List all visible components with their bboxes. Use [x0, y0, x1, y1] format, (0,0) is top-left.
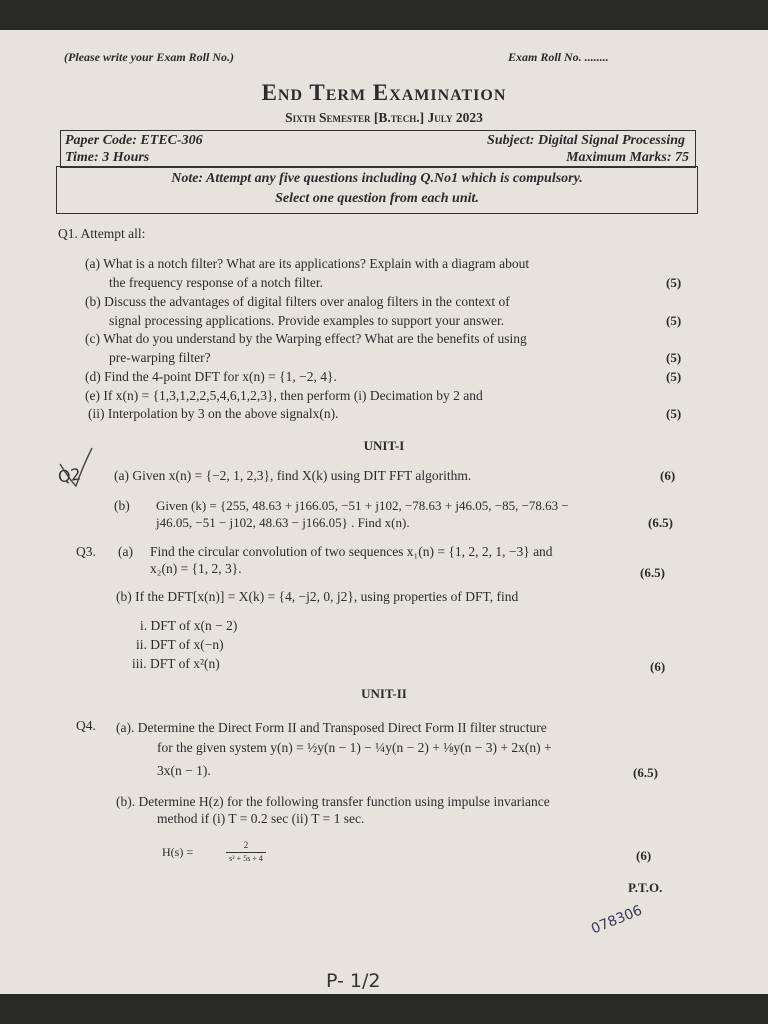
q1a-marks: (5) — [666, 275, 682, 290]
paper-code: Paper Code: ETEC-306 — [65, 133, 203, 148]
q3b-i: i. DFT of x(n − 2) — [140, 618, 238, 633]
unit-1-heading: UNIT-I — [363, 438, 405, 453]
q4b-hs-denominator: s² + 5s + 4 — [229, 854, 263, 863]
q2a-text: (a) Given x(n) = {−2, 1, 2,3}, find X(k) using DIT FFT algorithm. — [114, 468, 472, 483]
q1b-line1: (b) Discuss the advantages of digital filters over analog filters in the context of — [85, 294, 510, 309]
roll-note: (Please write your Exam Roll No.) — [64, 50, 234, 64]
q1d-line1: (d) Find the 4-point DFT for x(n) = {1, −2, 4}. — [85, 369, 337, 384]
exam-roll-label: Exam Roll No. ........ — [508, 50, 609, 64]
q1e-marks: (5) — [666, 406, 682, 421]
handwritten-tick-mark — [56, 444, 96, 488]
note-box — [56, 166, 698, 214]
time: Time: 3 Hours — [65, 150, 150, 165]
q2b-line2: j46.05, −51 − j102, 48.63 − j166.05} . Find x(n). — [156, 515, 410, 530]
handwritten-stamp-number: 078306 — [588, 902, 645, 938]
q3a-line2: x₂(n) = {1, 2, 3}. — [150, 561, 242, 576]
q3a-label: (a) — [118, 544, 133, 559]
q1e-line2: (ii) Interpolation by 3 on the above signalx(n). — [88, 406, 339, 421]
q4b-line2: method if (i) T = 0.2 sec (ii) T = 1 sec. — [157, 811, 365, 826]
pto-label: P.T.O. — [628, 880, 663, 895]
subject: Subject: Digital Signal Processing — [487, 133, 685, 148]
q2-label: Q2 — [56, 464, 82, 487]
exam-title: End Term Examination — [261, 80, 507, 105]
q2a-marks: (6) — [660, 468, 676, 483]
q1d-marks: (5) — [666, 369, 682, 384]
q3a-marks: (6.5) — [640, 565, 665, 580]
q2b-line1: Given (k) = {255, 48.63 + j166.05, −51 + j102, −78.63 + j46.05, −85, −78.63 − — [156, 498, 569, 513]
note-line-1: Note: Attempt any five questions including Q.No1 which is compulsory. — [171, 171, 583, 186]
q4-label: Q4. — [76, 718, 96, 733]
paper-info-box — [60, 130, 696, 168]
q1-heading: Q1. Attempt all: — [58, 226, 146, 241]
exam-paper — [0, 30, 768, 994]
semester-line: Sixth Semester [B.tech.] July 2023 — [285, 110, 483, 125]
q1a-line2: the frequency response of a notch filter. — [109, 275, 324, 290]
q3b-marks: (6) — [650, 659, 666, 674]
q4b-hs-fraction-bar — [226, 852, 266, 853]
q3a-line1: Find the circular convolution of two sequences x₁(n) = {1, 2, 2, 1, −3} and — [150, 544, 553, 559]
q3b-text: (b) If the DFT[x(n)] = X(k) = {4, −j2, 0, j2}, using properties of DFT, find — [116, 589, 519, 604]
q4b-hs-numerator: 2 — [243, 840, 249, 850]
q4b-marks: (6) — [636, 848, 652, 863]
max-marks: Maximum Marks: 75 — [566, 150, 689, 165]
q3b-ii: ii. DFT of x(−n) — [136, 637, 224, 652]
q2b-marks: (6.5) — [648, 515, 673, 530]
q3-label: Q3. — [76, 544, 96, 559]
q1e-line1: (e) If x(n) = {1,3,1,2,2,5,4,6,1,2,3}, then perform (i) Decimation by 2 and — [85, 388, 483, 403]
q1c-line2: pre-warping filter? — [109, 350, 211, 365]
q4a-marks: (6.5) — [633, 765, 658, 780]
q4a-line2: for the given system y(n) = ½y(n − 1) − ¼y(n − 2) + ⅛y(n − 3) + 2x(n) + — [157, 740, 552, 755]
q4b-hs-lhs: H(s) = — [162, 845, 194, 859]
q4a-line3: 3x(n − 1). — [157, 763, 211, 778]
q2b-label: (b) — [114, 498, 130, 513]
page-number-handwritten: P- 1/2 — [326, 970, 381, 992]
q1b-line2: signal processing applications. Provide examples to support your answer. — [109, 313, 505, 328]
q1c-line1: (c) What do you understand by the Warping effect? What are the benefits of using — [85, 331, 527, 346]
unit-2-heading: UNIT-II — [361, 686, 407, 701]
note-line-2: Select one question from each unit. — [275, 191, 479, 206]
q1c-marks: (5) — [666, 350, 682, 365]
q1b-marks: (5) — [666, 313, 682, 328]
q1a-line1: (a) What is a notch filter? What are its applications? Explain with a diagram about — [85, 256, 530, 271]
q4a-line1: (a). Determine the Direct Form II and Transposed Direct Form II filter structure — [116, 720, 547, 735]
q4b-line1: (b). Determine H(z) for the following transfer function using impulse invariance — [116, 794, 550, 809]
q3b-iii: iii. DFT of x²(n) — [132, 656, 220, 671]
